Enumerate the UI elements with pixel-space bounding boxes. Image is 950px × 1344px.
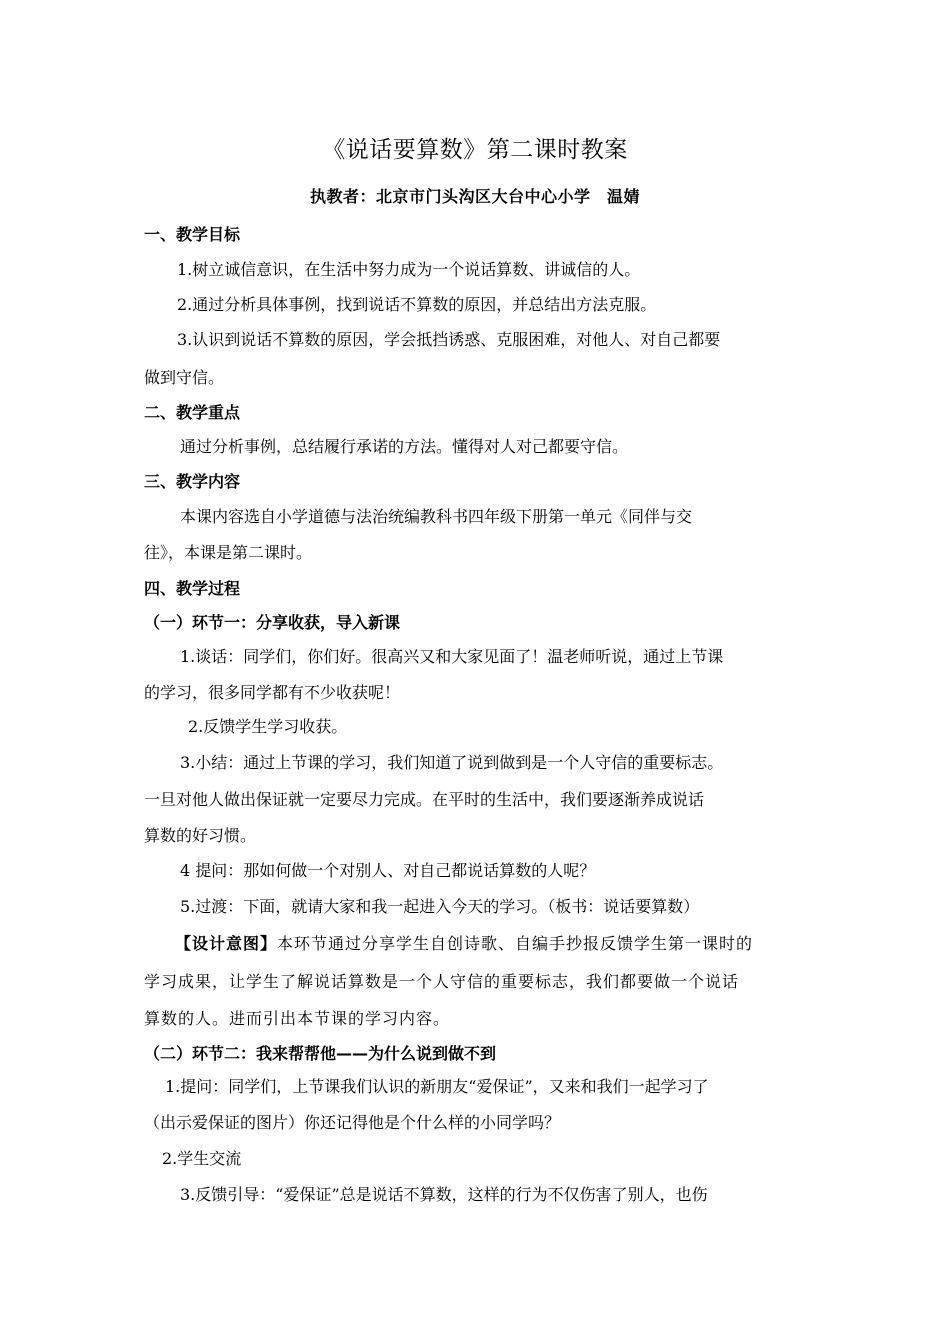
- page-title: 《说话要算数》第二课时教案: [322, 137, 628, 163]
- phase-1-item-2: 2.反馈学生学习收获。: [188, 717, 348, 736]
- phase-1-heading: （一）环节一：分享收获，导入新课: [144, 613, 401, 632]
- section-heading-objectives: 一、教学目标: [144, 225, 241, 244]
- objective-item-2: 2.通过分析具体事例，找到说话不算数的原因，并总结出方法克服。: [177, 295, 657, 314]
- section-heading-focus: 二、教学重点: [144, 403, 241, 422]
- design-intent-cont-1: 学习成果，让学生了解说话算数是一个人守信的重要标志，我们都要做一个说话: [144, 972, 740, 991]
- phase-1-item-3-cont-1: 一旦对他人做出保证就一定要尽力完成。在平时的生活中，我们要逐渐养成说话: [144, 790, 705, 809]
- design-intent: [175, 931, 753, 957]
- design-intent-text: 本环节通过分享学生自创诗歌、自编手抄报反馈学生第一课时的: [277, 934, 754, 953]
- content-text: 本课内容选自小学道德与法治统编教科书四年级下册第一单元《同伴与交: [180, 507, 693, 526]
- design-intent-cont-2: 算数的人。进而引出本节课的学习内容。: [144, 1009, 451, 1028]
- phase-1-item-4: 4 提问：那如何做一个对别人、对自己都说话算数的人呢？: [180, 861, 596, 880]
- design-intent-label: 【设计意图】: [175, 934, 278, 953]
- phase-2-item-1-cont: （出示爱保证的图片）你还记得他是个什么样的小同学吗？: [144, 1113, 561, 1132]
- phase-1-item-3-cont-2: 算数的好习惯。: [144, 826, 257, 845]
- phase-1-item-5: 5.过渡：下面，就请大家和我一起进入今天的学习。（板书：说话要算数）: [180, 897, 700, 916]
- objective-item-3-cont: 做到守信。: [144, 368, 225, 387]
- phase-1-item-3: 3.小结：通过上节课的学习，我们知道了说到做到是一个人守信的重要标志。: [180, 753, 724, 772]
- phase-2-item-3: 3.反馈引导：“爱保证”总是说话不算数，这样的行为不仅伤害了别人，也伤: [180, 1185, 708, 1204]
- objective-item-3: 3.认识到说话不算数的原因，学会抵挡诱惑、克服困难，对他人、对自己都要: [177, 330, 721, 349]
- phase-1-item-1-cont: 的学习，很多同学都有不少收获呢！: [144, 683, 401, 702]
- phase-2-heading: （二）环节二：我来帮帮他——为什么说到做不到: [144, 1044, 497, 1063]
- section-heading-process: 四、教学过程: [144, 579, 241, 598]
- focus-text: 通过分析事例，总结履行承诺的方法。懂得对人对己都要守信。: [180, 437, 629, 456]
- section-heading-content: 三、教学内容: [144, 472, 241, 491]
- author-line: 执教者：北京市门头沟区大台中心小学 温婧: [309, 187, 640, 206]
- objective-item-1: 1.树立诚信意识，在生活中努力成为一个说话算数、讲诚信的人。: [177, 260, 641, 279]
- phase-2-item-1: 1.提问：同学们，上节课我们认识的新朋友“爱保证”，又来和我们一起学习了: [165, 1077, 709, 1096]
- phase-1-item-1: 1.谈话：同学们，你们好。很高兴又和大家见面了！温老师听说，通过上节课: [180, 647, 724, 666]
- phase-2-item-2: 2.学生交流: [162, 1149, 242, 1168]
- content-text-cont: 往》，本课是第二课时。: [144, 543, 313, 562]
